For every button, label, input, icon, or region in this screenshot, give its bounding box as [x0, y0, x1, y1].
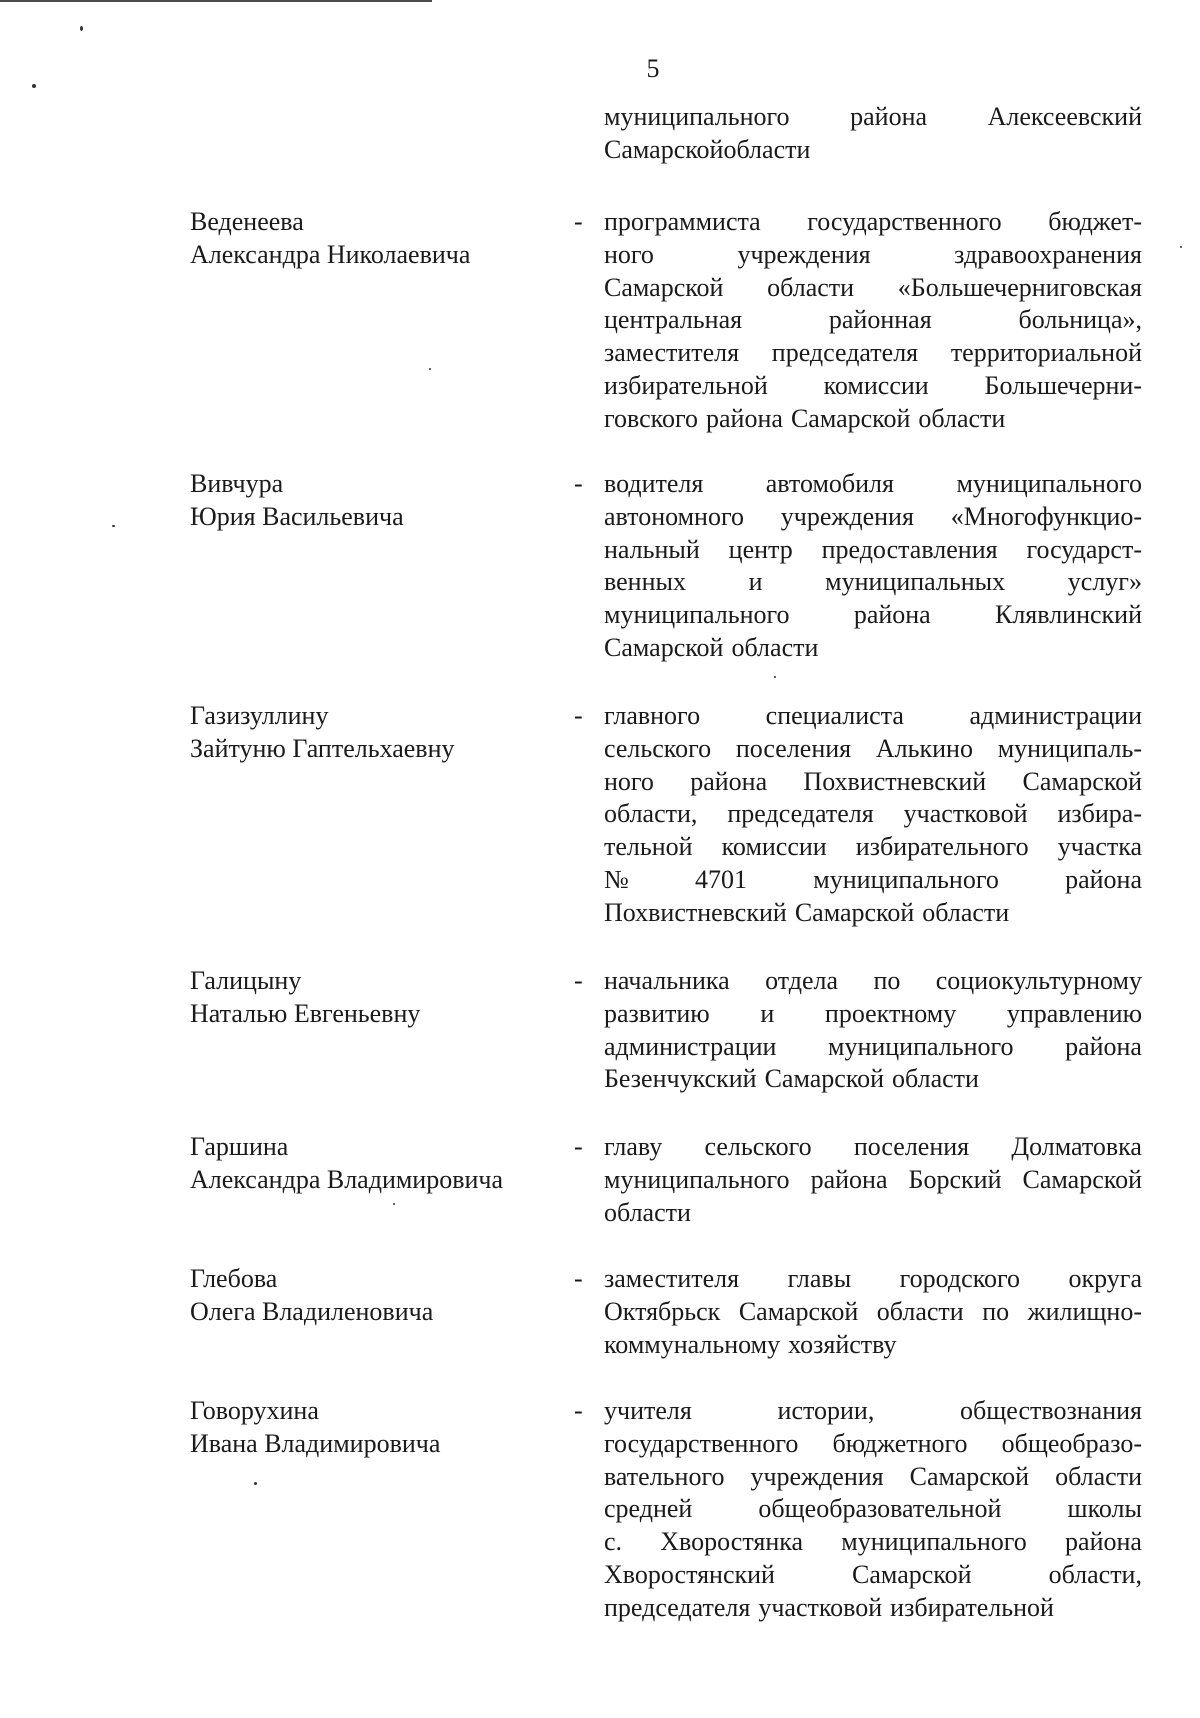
word: отдела	[765, 966, 839, 995]
word: муниципального	[956, 469, 1142, 498]
word: области	[604, 1197, 691, 1227]
text-line	[604, 1063, 1142, 1096]
word: «Многофункцио-	[950, 501, 1142, 531]
word: автономного	[604, 501, 744, 531]
separator-dash: -	[574, 1396, 583, 1425]
word: обществознания	[960, 1396, 1142, 1425]
word: услуг»	[1067, 567, 1142, 597]
text-line	[604, 1395, 1142, 1428]
text-line	[604, 403, 1142, 436]
scan-speck	[393, 1203, 395, 1205]
word: Похвистневский	[604, 897, 787, 927]
text-line	[604, 1559, 1142, 1592]
word: муниципального	[841, 1527, 1027, 1557]
scan-speck	[32, 84, 36, 88]
word: проектному	[824, 998, 957, 1028]
text-line	[604, 1296, 1142, 1329]
surname: Глебова	[190, 1264, 278, 1293]
appointee-name	[190, 700, 570, 766]
text-line	[604, 1461, 1142, 1494]
word: специалиста	[765, 701, 904, 730]
text-line	[604, 700, 1142, 733]
text-line	[604, 1031, 1142, 1064]
text-line	[604, 599, 1142, 632]
page-number: 5	[646, 54, 660, 83]
text-line	[604, 370, 1142, 403]
text-line	[604, 864, 1142, 897]
text-line	[604, 1263, 1142, 1296]
position-description	[604, 1131, 1142, 1229]
appointee-name	[190, 1131, 570, 1197]
word: поселения	[853, 1132, 970, 1161]
word: муниципального	[813, 864, 999, 894]
position-description	[604, 965, 1142, 1096]
word: Самарской	[1022, 766, 1142, 796]
word: бюджет-	[1048, 207, 1142, 236]
surname: Гаршина	[190, 1132, 289, 1161]
text-line	[604, 632, 1142, 665]
text-line	[604, 1164, 1142, 1197]
word: администрации	[604, 1031, 777, 1061]
appointee-name	[190, 468, 570, 534]
word: венных	[604, 567, 686, 597]
word: говского	[604, 403, 699, 433]
text-line	[604, 468, 1142, 501]
word: бюджетного	[832, 1428, 968, 1458]
scan-speck	[80, 26, 83, 31]
word: Хворостянка	[660, 1527, 804, 1557]
word: муниципальных	[825, 567, 1006, 597]
word: и	[748, 567, 763, 597]
word: района	[1065, 1031, 1142, 1061]
surname: Газизуллину	[190, 701, 329, 730]
word: по	[873, 966, 901, 995]
word: избира-	[1057, 799, 1142, 829]
word: сельского	[704, 1132, 812, 1161]
word: Самарской	[604, 134, 724, 164]
text-line	[604, 798, 1142, 831]
word: водителя	[604, 469, 704, 498]
word: избирательного	[855, 832, 1029, 862]
word: государственного	[807, 207, 1002, 236]
text-line	[604, 965, 1142, 998]
word: Самарской	[738, 1296, 859, 1326]
separator-dash: -	[574, 701, 583, 730]
word: районная	[828, 305, 932, 335]
separator-dash: -	[574, 469, 583, 498]
position-description	[604, 1263, 1142, 1361]
word: учителя	[604, 1396, 692, 1425]
word: социокультурному	[935, 966, 1142, 995]
position-description	[604, 206, 1142, 436]
continuation-text	[604, 101, 1142, 167]
text-line	[604, 1131, 1142, 1164]
position-description	[604, 700, 1142, 930]
text-line	[604, 304, 1142, 337]
text-line	[604, 1526, 1142, 1559]
word: области	[767, 272, 855, 302]
word: школы	[1067, 1494, 1142, 1524]
text-line	[604, 206, 1142, 239]
word: Большечерни-	[984, 370, 1142, 400]
word: Самарской	[604, 632, 724, 662]
word: автомобиля	[765, 469, 894, 498]
word: Борский	[908, 1164, 1002, 1194]
appointee-name	[190, 1395, 570, 1461]
separator-dash: -	[574, 966, 583, 995]
word: Самарской	[852, 1559, 972, 1589]
word: нальный	[604, 534, 700, 564]
word: области	[723, 134, 811, 164]
text-line	[604, 998, 1142, 1031]
word: сельского	[604, 733, 712, 763]
text-line	[604, 337, 1142, 370]
scan-speck	[112, 525, 115, 527]
word: и	[760, 998, 775, 1028]
text-line	[604, 101, 1142, 134]
word: района	[850, 102, 928, 131]
word: председателя	[604, 1592, 751, 1622]
given-names: Александра Николаевича	[190, 239, 471, 269]
word: развитию	[604, 998, 710, 1028]
given-names: Наталью Евгеньевну	[190, 998, 421, 1028]
text-line	[604, 1592, 1142, 1625]
word: тельной	[604, 832, 693, 862]
word: управлению	[1006, 998, 1142, 1028]
word: участковой	[758, 1592, 883, 1622]
word: района	[810, 1164, 888, 1194]
word: Октябрьск	[604, 1296, 721, 1326]
word: программиста	[604, 207, 761, 236]
word: области	[918, 403, 1006, 433]
appointee-name	[190, 206, 570, 272]
text-line	[604, 766, 1142, 799]
word: Самарской	[909, 1461, 1030, 1491]
word: муниципаль-	[997, 733, 1142, 763]
word: Хворостянский	[604, 1559, 775, 1589]
position-description	[604, 468, 1142, 665]
word: комиссии	[721, 832, 827, 862]
word: общеобразовательной	[758, 1494, 1002, 1524]
word: государст-	[1026, 534, 1142, 564]
text-line	[604, 1493, 1142, 1526]
text-line	[604, 134, 1142, 167]
word: жилищно-	[1027, 1296, 1142, 1326]
word: председателя	[727, 799, 874, 829]
word: области	[892, 1064, 979, 1094]
word: Самарской	[794, 897, 915, 927]
word: муниципального	[827, 1031, 1014, 1061]
separator-dash: -	[574, 1264, 583, 1293]
word: Самарской	[1022, 1164, 1142, 1194]
given-names: Александра Владимировича	[190, 1164, 504, 1194]
word: председателя	[771, 338, 919, 368]
word: участковой	[903, 799, 1028, 829]
word: Похвистневский	[803, 766, 987, 796]
text-line	[604, 733, 1142, 766]
word: учреждения	[737, 239, 871, 269]
word: избирательной	[890, 1592, 1054, 1622]
word: №	[604, 864, 629, 894]
word: государственного	[604, 1428, 799, 1458]
word: Безенчукский	[604, 1064, 757, 1094]
word: области,	[604, 799, 698, 829]
text-line	[604, 1329, 1142, 1362]
word: центральная	[604, 305, 743, 335]
text-line	[604, 239, 1142, 272]
text-line	[604, 1428, 1142, 1461]
word: избирательной	[604, 370, 768, 400]
scan-speck	[254, 1482, 257, 1485]
surname: Галицыну	[190, 966, 302, 995]
scan-speck	[774, 676, 776, 678]
word: ного	[604, 239, 654, 269]
word: общеобразо-	[1001, 1428, 1142, 1458]
word: по	[982, 1296, 1010, 1326]
surname: Веденеева	[190, 207, 304, 236]
word: муниципального	[604, 1164, 790, 1194]
word: больница»,	[1018, 305, 1142, 335]
word: центр	[728, 534, 793, 564]
word: муниципального	[604, 102, 790, 131]
word: «Большечерниговская	[897, 272, 1142, 302]
word: комиссии	[823, 370, 929, 400]
text-line	[604, 1197, 1142, 1230]
word: Долматовка	[1011, 1132, 1142, 1161]
word: начальника	[604, 966, 730, 995]
position-description	[604, 1395, 1142, 1625]
word: предоставления	[821, 534, 998, 564]
word: ного	[604, 766, 654, 796]
appointee-name	[190, 965, 570, 1031]
word: территориальной	[950, 338, 1142, 368]
given-names: Юрия Васильевича	[190, 501, 404, 531]
word: вательного	[604, 1461, 725, 1491]
word: средней	[604, 1494, 693, 1524]
appointee-name	[190, 1263, 570, 1329]
given-names: Зайтуню Гаптельхаевну	[190, 733, 455, 763]
word: области	[922, 897, 1010, 927]
given-names: Ивана Владимировича	[190, 1428, 441, 1458]
word: Алькино	[875, 733, 973, 763]
scan-edge-line	[0, 0, 432, 2]
word: городского	[899, 1264, 1021, 1293]
word: учреждения	[750, 1461, 884, 1491]
word: участка	[1057, 832, 1142, 862]
word: Самарской	[790, 403, 911, 433]
word: учреждения	[780, 501, 914, 531]
word: района	[853, 600, 931, 630]
word: района	[690, 766, 768, 796]
text-line	[604, 272, 1142, 305]
word: администрации	[969, 701, 1142, 730]
word: Самарской	[604, 272, 724, 302]
word: области	[1055, 1461, 1142, 1491]
word: Самарской	[764, 1064, 885, 1094]
text-line	[604, 831, 1142, 864]
word: округа	[1068, 1264, 1142, 1293]
word: муниципального	[604, 600, 790, 630]
word: района	[706, 403, 783, 433]
given-names: Олега Владиленовича	[190, 1296, 434, 1326]
word: коммунальному	[604, 1329, 781, 1359]
word: Клявлинский	[994, 600, 1142, 630]
separator-dash: -	[574, 207, 583, 236]
word: хозяйству	[788, 1329, 897, 1359]
text-line	[604, 534, 1142, 567]
word: главы	[787, 1264, 852, 1293]
text-line	[604, 501, 1142, 534]
text-line	[604, 897, 1142, 930]
word: поселения	[735, 733, 852, 763]
scan-speck	[1180, 246, 1182, 248]
scan-speck	[429, 368, 431, 370]
word: области,	[1048, 1559, 1142, 1589]
word: главного	[604, 701, 701, 730]
text-line	[604, 566, 1142, 599]
word: истории,	[777, 1396, 875, 1425]
word: с.	[604, 1527, 623, 1557]
word: главу	[604, 1132, 663, 1161]
word: заместителя	[604, 1264, 740, 1293]
word: 4701	[695, 864, 748, 894]
word: области	[731, 632, 819, 662]
word: заместителя	[604, 338, 740, 368]
surname: Вивчура	[190, 469, 284, 498]
word: района	[1065, 864, 1142, 894]
separator-dash: -	[574, 1132, 583, 1161]
word: района	[1065, 1527, 1142, 1557]
word: здравоохранения	[954, 239, 1142, 269]
surname: Говорухина	[190, 1396, 319, 1425]
word: Алексеевский	[987, 102, 1142, 131]
word: области	[876, 1296, 964, 1326]
